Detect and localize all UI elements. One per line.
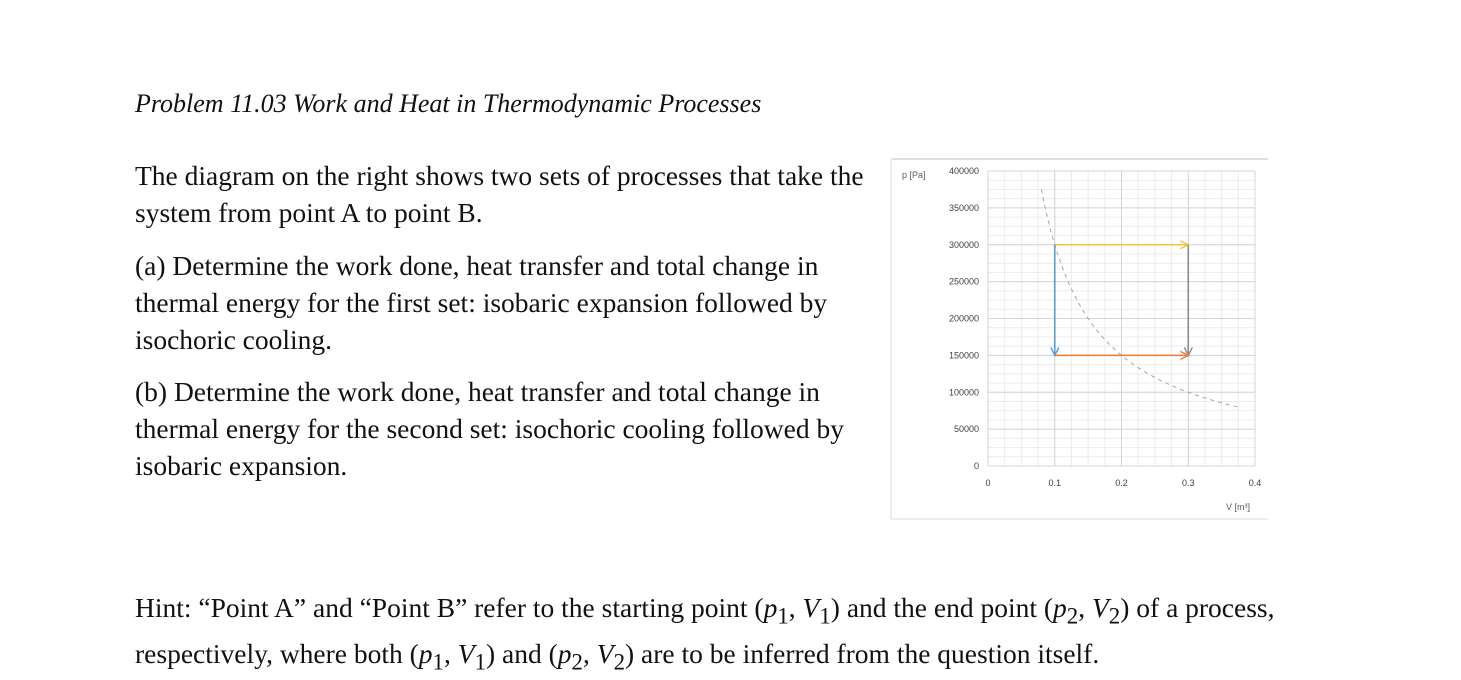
part-a-paragraph: (a) Determine the work done, heat transfer and total change in thermal energy for the first set: isobaric expansion followed by isochoric cooling.	[135, 250, 828, 355]
hint-subscript: 2	[1066, 603, 1079, 629]
x-tick-label: 0.1	[1048, 478, 1062, 488]
pv-diagram	[890, 158, 1270, 520]
hint-subscript: 2	[571, 649, 583, 674]
x-tick-label: 0.2	[1115, 478, 1128, 488]
hint-var: p	[557, 637, 572, 669]
y-tick-label: 250000	[948, 276, 979, 287]
part-b-paragraph: (b) Determine the work done, heat transfer and total change in thermal energy for the second set: isochoric cooling followed by isobaric expansion.	[135, 376, 844, 481]
x-tick-label: 0	[985, 478, 991, 488]
y-tick-label: 200000	[948, 313, 979, 324]
hint-paragraph	[135, 589, 1335, 680]
isotherm-curve	[1041, 189, 1238, 407]
hint-var: V	[802, 592, 820, 623]
y-tick-label: 300000	[948, 239, 979, 250]
hint-text: ) and (	[486, 637, 558, 669]
x-axis-label: V [m³]	[1226, 502, 1250, 512]
x-tick-label: 0.4	[1248, 478, 1262, 488]
intro-paragraph: The diagram on the right shows two sets of processes that take the system from point A to point B.	[135, 160, 864, 228]
problem-title: Problem 11.03 Work and Heat in Thermodynamic Processes	[135, 89, 762, 118]
hint-text: Hint: “Point A” and “Point B” refer to the starting point (	[135, 592, 764, 623]
y-tick-label: 350000	[948, 202, 979, 213]
x-tick-label: 0.3	[1181, 478, 1195, 488]
y-tick-label: 0	[973, 461, 979, 471]
pv-diagram-svg	[890, 158, 1270, 520]
hint-text: ,	[444, 637, 458, 669]
hint-subscript: 1	[777, 603, 789, 629]
hint-subscript: 2	[1108, 603, 1121, 629]
hint-text: ,	[788, 592, 803, 623]
hint-subscript: 1	[474, 649, 487, 674]
hint-text: ) are to be inferred from the question itself.	[625, 637, 1100, 669]
hint-var: p	[763, 592, 778, 623]
hint-text: ,	[583, 637, 597, 669]
hint-subscript: 2	[613, 649, 626, 674]
y-tick-label: 150000	[948, 350, 979, 361]
hint-text: ) of a process, respectively, where both (	[135, 592, 1275, 669]
hint-var: p	[1053, 592, 1067, 623]
hint-var: V	[457, 637, 475, 669]
hint-subscript: 1	[432, 649, 444, 674]
hint-text: ,	[1078, 592, 1092, 623]
hint-var: V	[596, 637, 614, 669]
chart-grid	[988, 171, 1255, 466]
y-tick-label: 50000	[953, 424, 979, 435]
hint-subscript: 1	[819, 603, 831, 629]
hint-text: ) and the end point (	[830, 592, 1054, 623]
y-tick-label: 400000	[948, 166, 979, 176]
y-axis-label: p [Pa]	[902, 170, 926, 180]
y-tick-label: 100000	[948, 387, 979, 398]
chart-series	[1041, 189, 1238, 407]
hint-var: V	[1091, 592, 1109, 623]
hint-var: p	[418, 637, 433, 669]
